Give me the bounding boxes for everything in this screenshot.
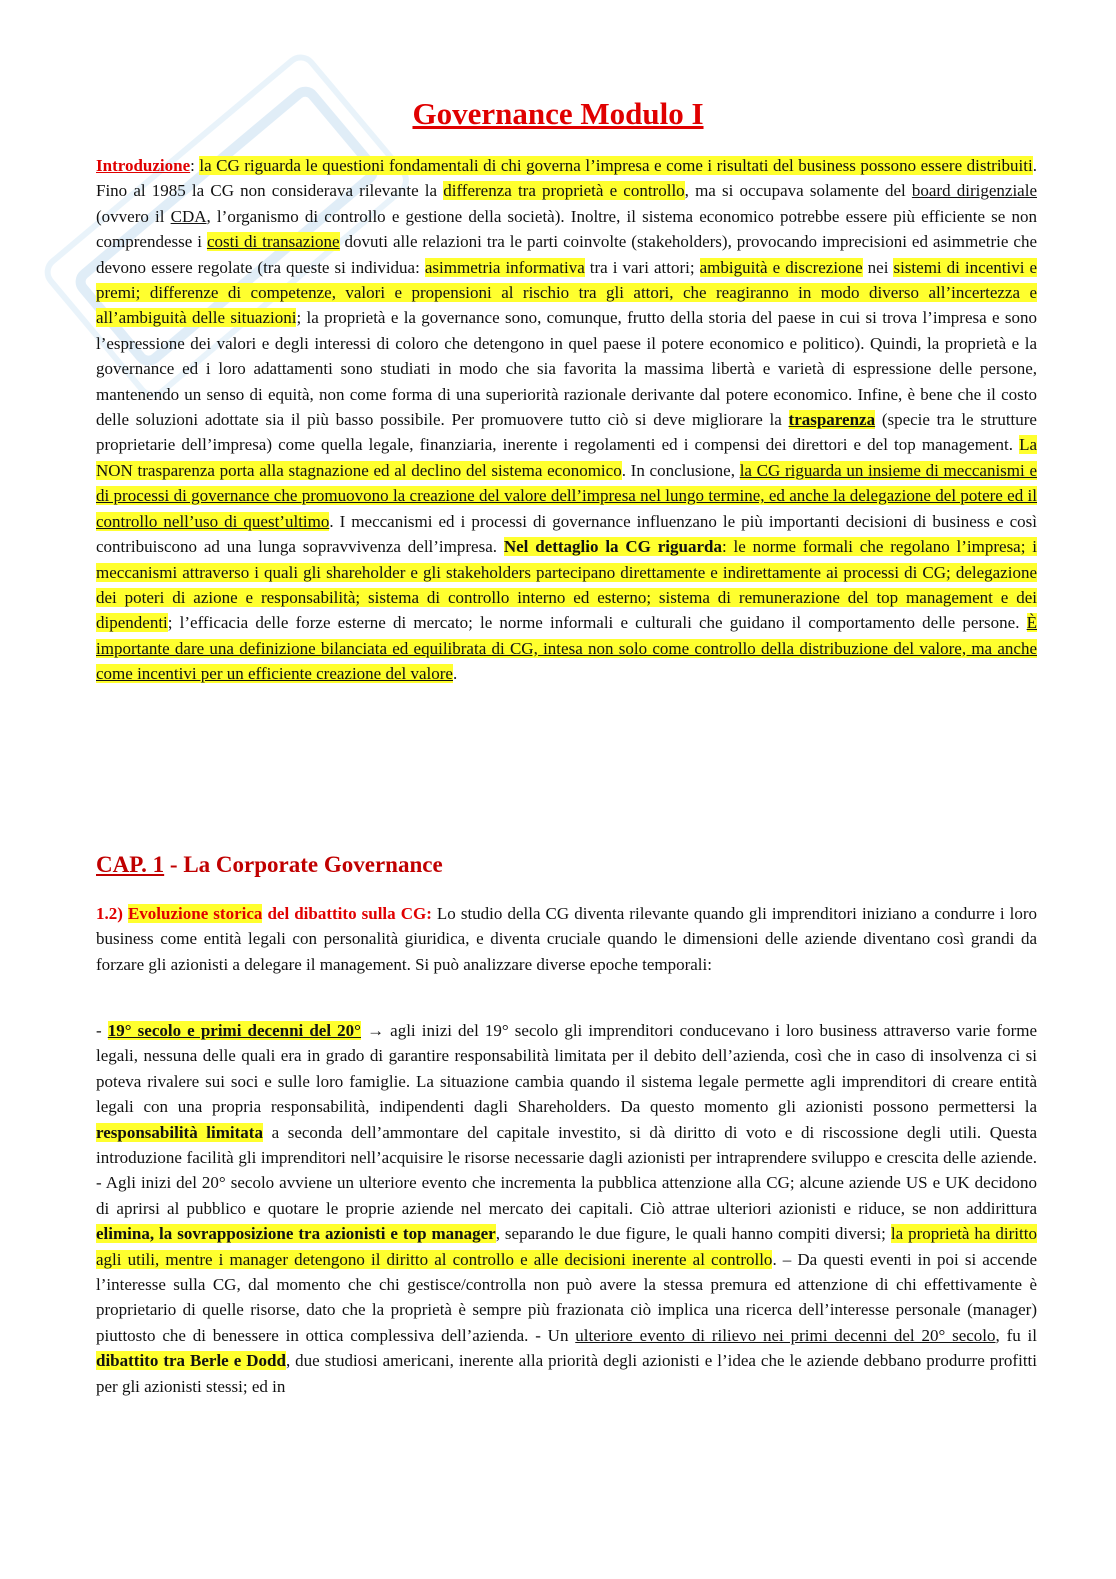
intro-text-run: ; l’efficacia delle forze esterne di mercato; le norme informali e culturali che guidano il comportamento delle persone. bbox=[167, 613, 1027, 633]
intro-text-run: la CG riguarda un insieme di meccanismi e di processi di governance che promuovono la creazione del valore dell’impresa nel lungo termine, ed anche la delegazione del potere ed il controllo nell’uso di quest’ultimo bbox=[96, 460, 1037, 531]
intro-text-run: sistemi di incentivi e premi; differenze di competenze, valori e propensioni al rischio tra gli attori, che reagiranno in modo diverso all’incertezza e all’ambiguità delle situazioni bbox=[96, 257, 1037, 328]
epoch-text-run: ulteriore evento di rilievo nei primi decenni del 20° secolo bbox=[575, 1325, 996, 1345]
intro-text-run: la CG riguarda le questioni fondamentali di chi governa l’impresa e come i risultati del business possono essere distribuiti bbox=[199, 156, 1033, 175]
section-paragraph bbox=[96, 901, 1037, 977]
intro-text-run: dovuti alle relazioni tra le parti coinvolte (stakeholders), provocando imprecisioni ed asimmetrie che devono essere regolate (tra queste si individua: bbox=[96, 232, 1037, 277]
epoch-text-run: responsabilità limitata bbox=[96, 1122, 263, 1142]
intro-text-run: nei bbox=[862, 257, 894, 277]
intro-text-run: . I meccanismi ed i processi di governance influenzano le più importanti decisioni di business e così contribuiscono ad una lunga sopravvivenza dell’impresa. bbox=[96, 511, 1037, 557]
epoch-text-run: dibattito tra Berle e Dodd bbox=[96, 1351, 286, 1371]
intro-paragraph bbox=[96, 153, 1037, 687]
document-title: Governance Modulo I bbox=[412, 96, 704, 131]
chapter-number: CAP. 1 bbox=[96, 852, 165, 877]
epoch-paragraph bbox=[96, 1018, 1037, 1399]
intro-text-run: asimmetria informativa bbox=[424, 257, 585, 277]
epoch-text-run: agli inizi del 19° secolo gli imprenditori conducevano i loro business attraverso varie forme legali, nessuna delle quali era in grado di garantire responsabilità limitata per il debito dell’azienda, così che in caso di insolvenza ci si poteva rivalere sui soci e sulle loro famiglie. La situazione cambia quando il sistema legale permette agli imprenditori di creare entità legali con una propria responsabilità, indipendenti dagli Shareholders. Da questo momento gli azionisti possono permettersi la bbox=[96, 1021, 1037, 1117]
intro-text-run: . In conclusione, bbox=[621, 460, 740, 480]
intro-text-run: trasparenza bbox=[788, 410, 876, 430]
intro-text-run: . bbox=[452, 664, 458, 684]
intro-text-run: Introduzione bbox=[96, 156, 191, 175]
intro-text-run: costi di transazione bbox=[206, 232, 340, 252]
intro-text-run: ; la proprietà e la governance sono, comunque, frutto della storia del paese in cui si trova l’impresa e sono l’espressione dei valori e degli interessi di coloro che detengono in quel paese il potere economico e politico). Quindi, la proprietà e la governance ed i loro adattamenti sono studiati in modo che sia favorita la massima libertà e varietà di espressione delle persone, mantenendo un senso di equità, non come forma di una superiorità razionale derivante dal potere economico. Infine, è bene che il costo delle soluzioni adottate sia il più basso possibile. Per promuovere tutto ciò si deve migliorare la bbox=[96, 308, 1037, 430]
intro-text-run: : bbox=[190, 156, 200, 175]
intro-text-run: È importante dare una definizione bilanciata ed equilibrata di CG, intesa non solo come controllo della distribuzione del valore, ma anche come incentivi per un efficiente creazione del valore bbox=[96, 613, 1037, 684]
epoch-text-run: → bbox=[367, 1021, 385, 1040]
section-text-run: Evoluzione storica bbox=[127, 904, 263, 923]
intro-text-run: delegazione dei poteri di azione e responsabilità; sistema di controllo interno ed esterno; sistema di remunerazione del top management e dei dipendenti bbox=[96, 562, 1037, 633]
intro-text-run: , l’organismo di controllo e gestione della società). Inoltre, il sistema economico potrebbe essere più efficiente se non comprendesse i bbox=[96, 206, 1037, 252]
epoch-text-run: , fu il bbox=[995, 1325, 1037, 1345]
intro-text-run: board dirigenziale bbox=[911, 181, 1037, 201]
intro-text-run: differenza tra proprietà e controllo bbox=[443, 181, 685, 201]
epoch-text-run: elimina, la sovrapposizione tra azionisti e top manager bbox=[96, 1224, 496, 1244]
epoch-text-run: , separando le due figure, le quali hanno compiti diversi; bbox=[495, 1224, 891, 1244]
epoch-text-run: , due studiosi americani, inerente alla priorità degli azionisti e l’idea che le aziende debbano produrre profitti per gli azionisti stessi; ed in bbox=[96, 1351, 1037, 1396]
intro-text-run: . Fino al 1985 la CG non considerava rilevante la bbox=[96, 156, 1037, 201]
intro-text-run: (specie tra le strutture proprietarie dell’impresa) come quella legale, finanziaria, inerente i regolamenti ed i compensi dei direttori e del top management. bbox=[96, 410, 1037, 455]
chapter-heading bbox=[96, 852, 443, 878]
epoch-text-run: 19° secolo e primi decenni del 20° bbox=[107, 1021, 361, 1040]
intro-text-run: Nel dettaglio la CG riguarda bbox=[503, 537, 722, 557]
intro-text-run: CDA bbox=[170, 206, 207, 226]
section-text-run: del dibattito sulla CG: bbox=[262, 904, 432, 923]
section-text-run: 1.2) bbox=[96, 904, 128, 923]
epoch-text-run: a seconda dell’ammontare del capitale investito, si dà diritto di voto e di riscossione degli utili. Questa introduzione facilità gli imprenditori nell’acquisire le risorse necessarie dagli azionisti per intraprendere sviluppo e crescita delle aziende. - Agli inizi del 20° secolo avviene un ulteriore evento che incrementa la pubblica attenzione alla CG; alcune aziende US e UK decidono di aprirsi al pubblico e quotare le proprie aziende nel mercato dei capitali. Ciò attrae ulteriori azionisti e riduce, se non addirittura bbox=[96, 1122, 1037, 1218]
epoch-text-run: - bbox=[96, 1021, 108, 1040]
intro-text-run: tra i vari attori; bbox=[584, 257, 700, 277]
intro-text-run: , ma si occupava solamente del bbox=[684, 181, 912, 201]
section-text-run: Lo studio della CG diventa rilevante quando gli imprenditori iniziano a condurre i loro business come entità legali con personalità giuridica, e diventa cruciale quando le dimensioni delle aziende diventano così grandi da forzare gli azionisti a delegare il management. Si può analizzare diverse epoche temporali: bbox=[96, 904, 1037, 974]
intro-text-run: (ovvero il bbox=[96, 206, 171, 226]
intro-text-run: La NON trasparenza porta alla stagnazione ed al declino del sistema economico bbox=[96, 435, 1037, 480]
intro-text-run: ambiguità e discrezione bbox=[699, 257, 863, 277]
epoch-text-run: . – Da questi eventi in poi si accende l’interesse sulla CG, dal momento che chi gestisce/controlla non può avere la stessa premura ed attenzione di chi effettivamente è proprietario di quelle risorse, dato che la proprietà è sempre più frazionata ciò implica una ricerca dell’interesse personale (manager) piuttosto che di benessere in ottica complessiva dell’azienda. - Un bbox=[96, 1249, 1037, 1345]
epoch-text-run: la proprietà ha diritto agli utili, mentre i manager detengono il diritto al controllo e alle decisioni inerente al controllo bbox=[96, 1224, 1037, 1269]
chapter-title: - La Corporate Governance bbox=[164, 852, 443, 877]
intro-text-run: : le norme formali che regolano l’impresa; i meccanismi attraverso i quali gli shareholder e gli stakeholders partecipano direttamente e indirettamente ai processi di CG; bbox=[96, 537, 1038, 582]
